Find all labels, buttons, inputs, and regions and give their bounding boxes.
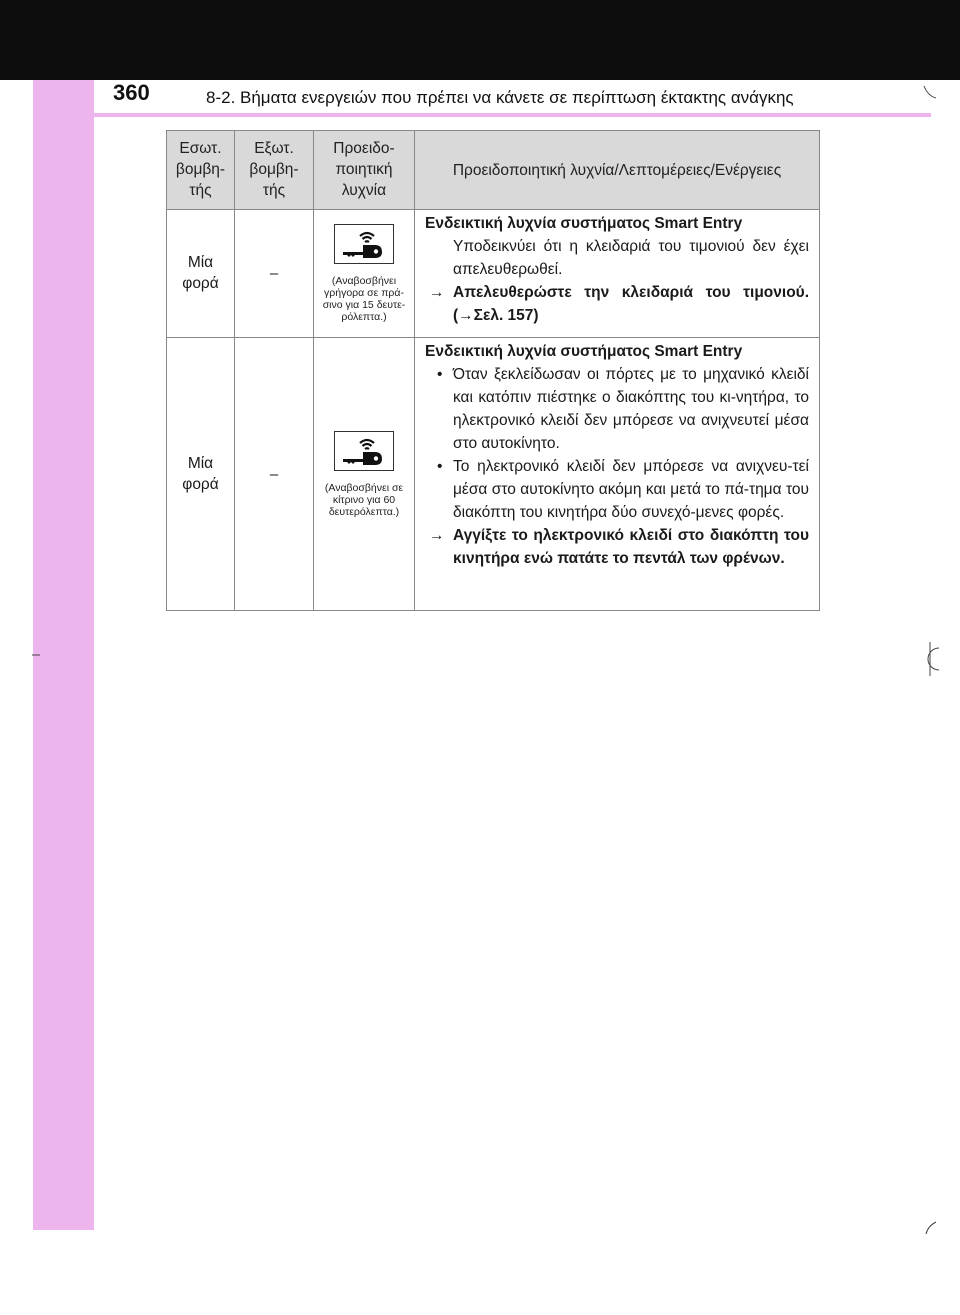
details-text: Υποδεικνύει ότι η κλειδαριά του τιμονιού δεν έχει απελευθερωθεί. bbox=[453, 238, 809, 278]
table-row bbox=[167, 338, 820, 611]
details-title: Ενδεικτική λυχνία συστήματος Smart Entry bbox=[425, 343, 743, 360]
inner-buzzer-cell: Μία φορά bbox=[167, 210, 235, 338]
list-item bbox=[425, 455, 809, 524]
smart-key-indicator-icon bbox=[334, 431, 394, 471]
side-color-strip bbox=[33, 80, 94, 1230]
bullet-text: Όταν ξεκλείδωσαν οι πόρτες με το μηχανικό κλειδί και κατόπιν πιέστηκε ο διακόπτης του κι-νητήρα, το ηλεκτρονικό κλειδί δεν μπόρεσε να ανιχνευτεί μέσα στο αυτοκίνητο. bbox=[453, 366, 809, 452]
warning-light-cell bbox=[314, 338, 415, 611]
details-cell bbox=[415, 210, 820, 338]
icon-caption: (Αναβοσβήνει γρήγορα σε πρά-σινο για 15 δευτε-ρόλεπτα.) bbox=[322, 275, 406, 323]
details-title: Ενδεικτική λυχνία συστήματος Smart Entry bbox=[425, 215, 743, 232]
col-outer-buzzer-header: Εξωτ. βομβη-τής bbox=[235, 131, 314, 210]
crop-mark-right bbox=[915, 640, 945, 680]
table-header-row bbox=[167, 131, 820, 210]
bullet-text: Το ηλεκτρονικό κλειδί δεν μπόρεσε να ανιχνευ-τεί μέσα στο αυτοκίνητο ακόμη και μετά το πά-τημα του διακόπτη του κινητήρα δύο συνεχό-μενες φορές. bbox=[453, 458, 809, 521]
action-text: Αγγίξτε το ηλεκτρονικό κλειδί στο διακόπτη του κινητήρα ενώ πατάτε το πεντάλ των φρένων. bbox=[453, 527, 809, 567]
col-warning-light-header: Προειδο-ποιητική λυχνία bbox=[314, 131, 415, 210]
action-row bbox=[425, 281, 809, 327]
inner-buzzer-cell: Μία φορά bbox=[167, 338, 235, 611]
outer-buzzer-cell: – bbox=[235, 338, 314, 611]
details-cell bbox=[415, 338, 820, 611]
section-title: 8-2. Βήματα ενεργειών που πρέπει να κάνετε σε περίπτωση έκτακτης ανάγκης bbox=[206, 88, 794, 107]
bullet-icon: • bbox=[437, 458, 443, 475]
outer-buzzer-cell: – bbox=[235, 210, 314, 338]
top-black-bar bbox=[0, 0, 960, 80]
table-row bbox=[167, 210, 820, 338]
bullet-icon: • bbox=[437, 366, 443, 383]
smart-key-indicator-icon bbox=[334, 224, 394, 264]
col-details-header: Προειδοποιητική λυχνία/Λεπτομέρειες/Ενέργειες bbox=[415, 131, 820, 210]
icon-caption: (Αναβοσβήνει σε κίτρινο για 60 δευτερόλεπτα.) bbox=[324, 481, 404, 518]
warning-table bbox=[166, 130, 820, 611]
col-inner-buzzer-header: Εσωτ. βομβη-τής bbox=[167, 131, 235, 210]
header-rule bbox=[33, 113, 931, 117]
action-row bbox=[425, 524, 809, 570]
crop-mark-top-right bbox=[920, 82, 940, 102]
crop-mark-bottom-right bbox=[920, 1218, 940, 1238]
arrow-icon: → bbox=[429, 527, 445, 544]
action-text: Απελευθερώστε την κλειδαριά του τιμονιού. (→Σελ. 157) bbox=[453, 284, 809, 324]
arrow-icon: → bbox=[429, 284, 445, 301]
warning-light-cell bbox=[314, 210, 415, 338]
crop-mark-left bbox=[30, 652, 42, 658]
page-number: 360 bbox=[113, 80, 150, 105]
list-item bbox=[425, 363, 809, 455]
